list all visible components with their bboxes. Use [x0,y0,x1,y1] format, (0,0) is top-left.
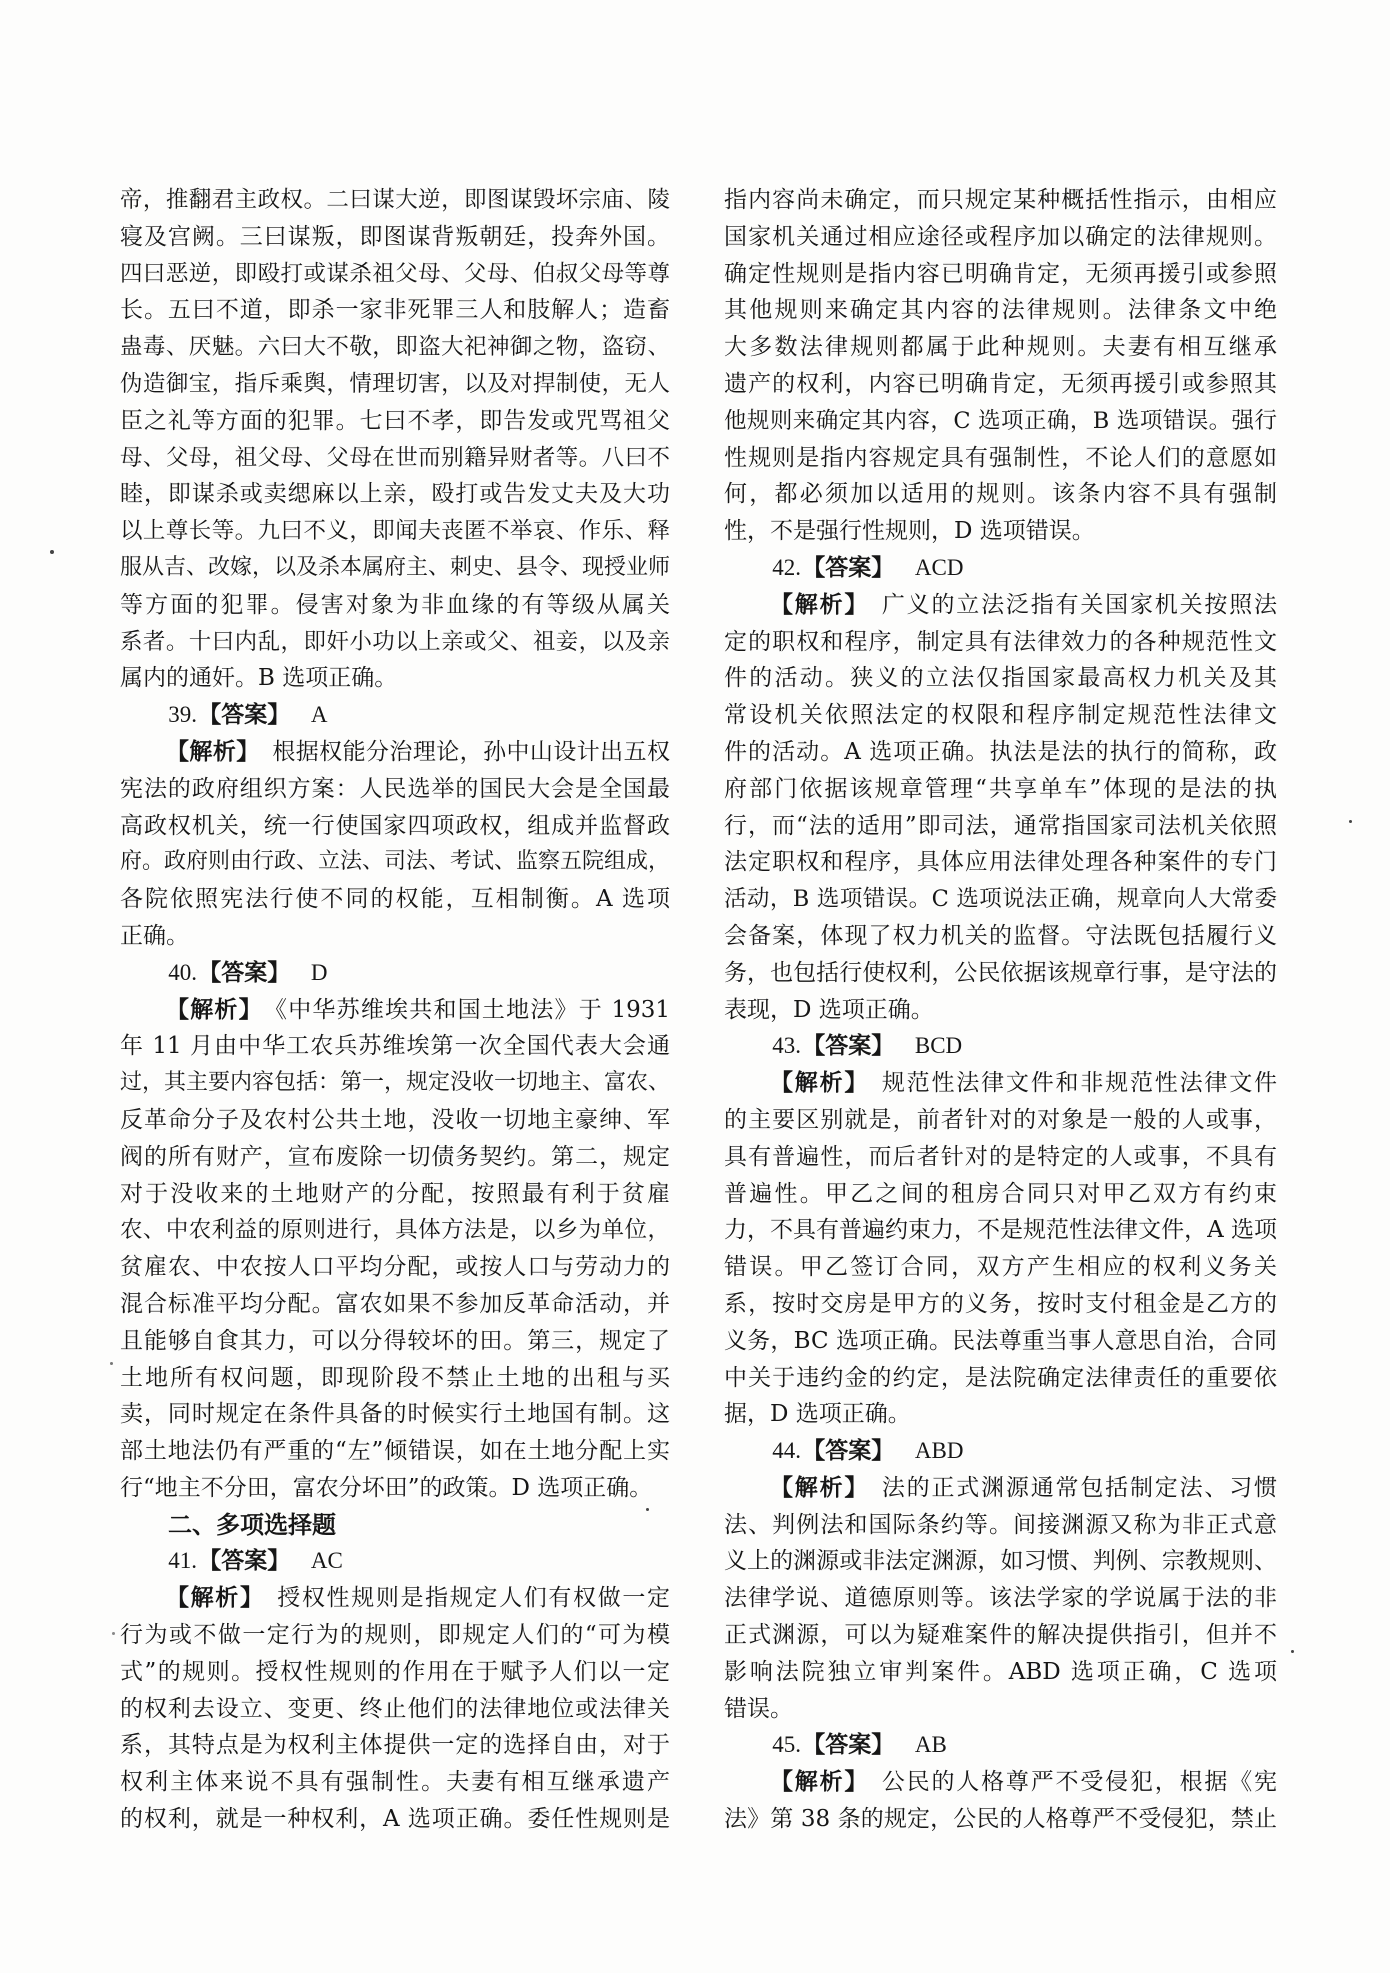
answer-label: 【答案】 [802,1732,895,1759]
answer-line [724,1028,1277,1065]
text-line: 对于没收来的土地财产的分配，按照最有利于贫雇 [120,1180,670,1207]
text-line: 四曰恶逆，即殴打或谋杀祖父母、父母、伯叔父母等尊 [120,260,670,287]
answer-label: 【答案】 [198,1548,291,1575]
text-line: 且能够自食其力，可以分得较坏的田。第三，规定了 [120,1327,670,1354]
text-line: 错误。甲乙签订合同，双方产生相应的权利义务关 [724,1254,1277,1281]
text-line: 阀的所有财产，宣布废除一切债务契约。第二，规定 [120,1143,670,1170]
answer-value: AB [914,1732,947,1758]
answer-label: 【答案】 [198,959,291,986]
question-number: 44. [772,1438,802,1464]
scan-speck [110,1362,113,1365]
left-column [120,182,670,1838]
answer-label: 【答案】 [198,702,291,729]
text-line [724,1470,1277,1507]
text-line [120,1580,670,1617]
analysis-block [120,992,670,1507]
text-line: 蛊毒、厌魅。六曰大不敬，即盗大祀神御之物，盗窃、 [120,334,670,361]
text-line: 指内容尚未确定，而只规定某种概括性指示，由相应 [724,187,1277,213]
text-line: 普遍性。甲乙之间的租房合同只对甲乙双方有约束 [724,1180,1277,1207]
text-line [724,1764,1277,1801]
text-line: 混合标准平均分配。富农如果不参加反革命活动，并 [120,1290,670,1317]
text-line: 高政权机关，统一行使国家四项政权，组成并监督政 [120,812,670,839]
text-line: 遗产的权利，内容已明确肯定，无须再援引或参照其 [724,370,1277,397]
scan-speck [1349,820,1352,823]
text-line: 的主要区别就是，前者针对的对象是一般的人或事， [724,1106,1277,1133]
text-line: 据，D 选项正确。 [724,1401,911,1428]
answer-value: ABD [914,1438,964,1464]
text-line: 中关于违约金的约定，是法院确定法律责任的重要依 [724,1364,1277,1391]
text-line: 卖，同时规定在条件具备的时候实行土地国有制。这 [120,1401,670,1428]
text-line: 影响法院独立审判案件。ABD 选项正确，C 选项 [724,1658,1277,1685]
text-line: 帝，推翻君主政权。二曰谋大逆，即图谋毁坏宗庙、陵 [120,187,670,213]
answer-value: BCD [914,1033,963,1059]
question-number: 40. [168,959,198,985]
analysis-block [724,1764,1277,1838]
text-line: 何，都必须加以适用的规则。该条内容不具有强制 [724,481,1277,508]
analysis-text: 授权性规则是指规定人们有权做一定 [277,1585,670,1612]
analysis-label: 【解析】 [770,591,870,618]
question-number: 45. [772,1732,802,1758]
text-line: 农、中农利益的原则进行，具体方法是，以乡为单位， [120,1217,670,1244]
question-number: 41. [168,1548,198,1574]
answer-label: 【答案】 [802,1438,895,1465]
scan-speck [50,550,54,554]
text-line: 件的活动。A 选项正确。执法是法的执行的简称，政 [724,738,1277,765]
text-line [724,587,1277,624]
text-line: 国家机关通过相应途径或程序加以确定的法律规则。 [724,223,1277,250]
text-line: 式”的规则。授权性规则的作用在于赋予人们以一定 [120,1658,670,1685]
text-line: 府部门依据该规章管理“共享单车”体现的是法的执 [724,775,1277,802]
text-line: 贫雇农、中农按人口平均分配，或按人口与劳动力的 [120,1254,670,1281]
text-line: 系，按时交房是甲方的义务，按时支付租金是乙方的 [724,1290,1277,1317]
text-line: 件的活动。狭义的立法仅指国家最高权力机关及其 [724,665,1277,692]
text-line: 活动，B 选项错误。C 选项说法正确，规章向人大常委 [724,886,1277,913]
text-line: 行“地主不分田，富农分坏田”的政策。D 选项正确。 [120,1474,653,1501]
answer-line [120,1543,670,1580]
answer-line [724,1727,1277,1764]
text-line: 府。政府则由行政、立法、司法、考试、监察五院组成， [120,849,670,875]
answer-line [724,550,1277,587]
text-line: 系者。十曰内乱，即奸小功以上亲或父、祖妾，以及亲 [120,628,670,655]
paragraph [120,182,670,697]
analysis-label: 【解析】 [770,1769,870,1796]
text-line: 寝及宫阙。三曰谋叛，即图谋背叛朝廷，投奔外国。 [120,223,670,250]
text-line: 属内的通奸。B 选项正确。 [120,665,398,692]
analysis-text: 根据权能分治理论，孙中山设计出五权 [272,738,670,765]
section-heading: 二、多项选择题 [168,1510,336,1539]
text-line: 权利主体来说不具有强制性。夫妻有相互继承遗产 [120,1769,670,1796]
text-line: 法律学说、道德原则等。该法学家的学说属于法的非 [724,1585,1277,1612]
analysis-text: 法的正式渊源通常包括制定法、习惯 [881,1474,1277,1501]
answer-label: 【答案】 [802,1033,895,1060]
text-line: 行，而“法的适用”即司法，通常指国家司法机关依照 [724,812,1277,839]
answer-value: ACD [914,554,964,580]
analysis-label: 【解析】 [770,1070,870,1097]
text-line: 母、父母，祖父母、父母在世而别籍异财者等。八曰不 [120,444,670,471]
analysis-label: 【解析】 [166,1585,265,1612]
text-line: 务，也包括行使权利，公民依据该规章行事，是守法的 [724,959,1277,986]
text-line: 力，不具有普遍约束力，不是规范性法律文件，A 选项 [724,1217,1277,1244]
analysis-label: 【解析】 [166,996,263,1023]
text-line: 常设机关依照法定的权限和程序制定规范性法律文 [724,702,1277,729]
text-line: 年 11 月由中华工农兵苏维埃第一次全国代表大会通 [120,1033,670,1060]
paragraph [724,182,1277,550]
text-line: 法定职权和程序，具体应用法律处理各种案件的专门 [724,849,1277,876]
text-line: 表现，D 选项正确。 [724,996,934,1023]
answer-line [120,955,670,992]
text-line [120,992,670,1029]
text-line: 部土地法仍有严重的“左”倾错误，如在土地分配上实 [120,1438,670,1465]
answer-value: A [310,702,328,728]
text-line: 长。五曰不道，即杀一家非死罪三人和肢解人；造畜 [120,297,670,324]
scan-speck [112,1632,115,1635]
text-line: 反革命分子及农村公共土地，没收一切地主豪绅、军 [120,1106,670,1133]
answer-line [120,697,670,734]
text-line: 伪造御宝，指斥乘舆，情理切害，以及对捍制使，无人 [120,370,670,397]
text-line: 定的职权和程序，制定具有法律效力的各种规范性文 [724,628,1277,655]
text-line: 具有普遍性，而后者针对的是特定的人或事，不具有 [724,1143,1277,1170]
analysis-block [724,1470,1277,1728]
text-line: 义上的渊源或非法定渊源，如习惯、判例、宗教规则、 [724,1548,1277,1575]
analysis-text: 规范性法律文件和非规范性法律文件 [881,1070,1277,1097]
answer-line [724,1433,1277,1470]
text-line [724,1065,1277,1102]
text-line: 各院依照宪法行使不同的权能，互相制衡。A 选项 [120,886,670,913]
text-line: 睦，即谋杀或卖缌麻以上亲，殴打或告发丈夫及大功 [120,481,670,508]
answer-value: AC [310,1548,343,1574]
text-line: 臣之礼等方面的犯罪。七曰不孝，即告发或咒骂祖父 [120,407,670,434]
text-line: 会备案，体现了权力机关的监督。守法既包括履行义 [724,922,1277,949]
text-line: 性规则是指内容规定具有强制性，不论人们的意愿如 [724,444,1277,471]
question-number: 43. [772,1033,802,1059]
text-line: 他规则来确定其内容，C 选项正确，B 选项错误。强行 [724,407,1277,434]
analysis-text: 广义的立法泛指有关国家机关按照法 [881,591,1277,618]
analysis-block [120,1580,670,1838]
text-line: 正式渊源，可以为疑难案件的解决提供指引，但并不 [724,1622,1277,1649]
analysis-text: 公民的人格尊严不受侵犯，根据《宪 [881,1769,1277,1796]
text-line: 义务，BC 选项正确。民法尊重当事人意思自治，合同 [724,1327,1277,1354]
analysis-text: 《中华苏维埃共和国土地法》于 1931 [275,996,670,1023]
analysis-label: 【解析】 [166,738,260,765]
text-line: 行为或不做一定行为的规则，即规定人们的“可为模 [120,1622,670,1649]
analysis-block [120,734,670,955]
text-line: 性，不是强行性规则，D 选项错误。 [724,518,1095,545]
right-column [724,182,1277,1838]
text-line: 的权利，就是一种权利，A 选项正确。委任性规则是 [120,1806,670,1833]
text-line: 错误。 [724,1695,793,1722]
text-line: 等方面的犯罪。侵害对象为非血缘的有等级从属关 [120,591,670,618]
analysis-block [724,1065,1277,1433]
answer-label: 【答案】 [802,554,895,581]
question-number: 39. [168,702,198,728]
text-line: 大多数法律规则都属于此种规则。夫妻有相互继承 [724,334,1277,361]
scan-speck [646,1508,649,1511]
text-line: 系，其特点是为权利主体提供一定的选择自由，对于 [120,1732,670,1759]
scan-speck [1291,1650,1294,1653]
text-line: 以上尊长等。九曰不义，即闻夫丧匿不举哀、作乐、释 [120,518,670,545]
text-line: 的权利去设立、变更、终止他们的法律地位或法律关 [120,1695,670,1722]
text-line: 确定性规则是指内容已明确肯定，无须再援引或参照 [724,260,1277,287]
text-line: 宪法的政府组织方案：人民选举的国民大会是全国最 [120,775,670,802]
text-line: 服从吉、改嫁，以及杀本属府主、刺史、县令、现授业师 [120,554,670,580]
text-line: 其他规则来确定其内容的法律规则。法律条文中绝 [724,297,1277,324]
answer-value: D [310,959,328,985]
text-line: 土地所有权问题，即现阶段不禁止土地的出租与买 [120,1364,670,1391]
text-line [120,734,670,771]
text-line: 过，其主要内容包括：第一，规定没收一切地主、富农、 [120,1070,670,1096]
analysis-label: 【解析】 [770,1474,870,1501]
analysis-block [724,587,1277,1029]
text-line: 正确。 [120,922,189,949]
text-line: 法、判例法和国际条约等。间接渊源又称为非正式意 [724,1511,1277,1538]
question-number: 42. [772,554,802,580]
text-line: 法》第 38 条的规定，公民的人格尊严不受侵犯，禁止 [724,1806,1277,1833]
